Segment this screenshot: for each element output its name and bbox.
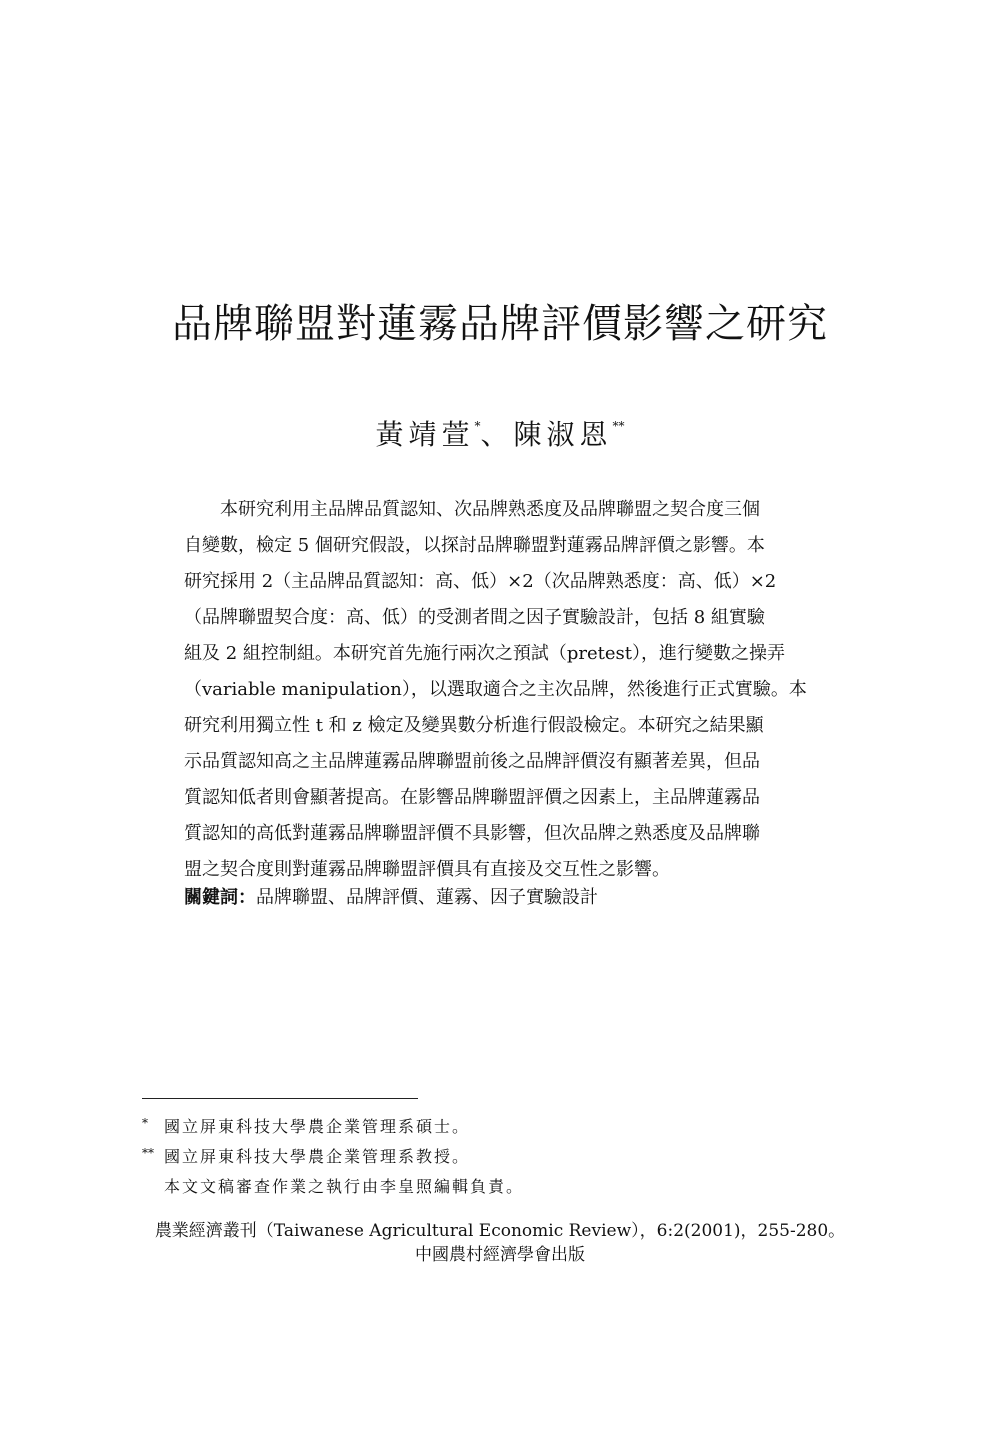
abstract-line: 質認知的高低對蓮霧品牌聯盟評價不具影響，但次品牌之熟悉度及品牌聯 — [184, 823, 760, 844]
journal-publisher: 中國農村經濟學會出版 — [415, 1245, 585, 1265]
author-name: 黃靖萱 — [375, 418, 475, 451]
author-footnote-mark: ** — [612, 419, 625, 433]
abstract-line: 組及 2 組控制組。本研究首先施行兩次之預試（pretest），進行變數之操弄 — [184, 643, 786, 664]
footnote-text: 本文文稿審查作業之執行由李皇照編輯負責。 — [164, 1177, 525, 1196]
author-separator: 、 — [480, 418, 514, 451]
abstract-line: 研究採用 2（主品牌品質認知：高、低）×2（次品牌熟悉度：高、低）×2 — [184, 571, 777, 592]
abstract-line: （品牌聯盟契合度：高、低）的受測者間之因子實驗設計，包括 8 組實驗 — [184, 607, 765, 628]
footnote — [164, 1174, 524, 1197]
footnote-divider — [142, 1098, 418, 1099]
abstract-line: 盟之契合度則對蓮霧品牌聯盟評價具有直接及交互性之影響。 — [184, 859, 670, 880]
keywords-value: 品牌聯盟、品牌評價、蓮霧、因子實驗設計 — [256, 887, 598, 908]
abstract-line: （variable manipulation），以選取適合之主次品牌，然後進行正式實驗。本 — [184, 679, 807, 700]
abstract-line: 本研究利用主品牌品質認知、次品牌熟悉度及品牌聯盟之契合度三個 — [220, 499, 760, 520]
author-name: 陳淑恩 — [513, 418, 613, 451]
paper-title: 品牌聯盟對蓮霧品牌評價影響之研究 — [172, 301, 828, 347]
author-footnote-mark: * — [474, 419, 481, 433]
footnote-text: 國立屏東科技大學農企業管理系碩士。 — [164, 1117, 471, 1136]
abstract — [184, 492, 820, 888]
keywords — [184, 884, 820, 912]
footnote-mark: ** — [142, 1146, 154, 1160]
journal-citation: 農業經濟叢刊（Taiwanese Agricultural Economic Review），6:2(2001)，255-280。 — [154, 1221, 846, 1241]
journal-info — [0, 1219, 1000, 1267]
footnote-mark: * — [142, 1116, 148, 1130]
keywords-label: 關鍵詞： — [184, 887, 256, 908]
abstract-line: 自變數，檢定 5 個研究假設，以探討品牌聯盟對蓮霧品牌評價之影響。本 — [184, 535, 765, 556]
author-line — [0, 413, 1000, 453]
abstract-line: 質認知低者則會顯著提高。在影響品牌聯盟評價之因素上，主品牌蓮霧品 — [184, 787, 760, 808]
abstract-line: 示品質認知高之主品牌蓮霧品牌聯盟前後之品牌評價沒有顯著差異，但品 — [184, 751, 760, 772]
footnote-text: 國立屏東科技大學農企業管理系教授。 — [164, 1147, 471, 1166]
footnote — [142, 1144, 470, 1167]
abstract-line: 研究利用獨立性 t 和 z 檢定及變異數分析進行假設檢定。本研究之結果顯 — [184, 715, 764, 736]
footnote — [142, 1114, 470, 1137]
